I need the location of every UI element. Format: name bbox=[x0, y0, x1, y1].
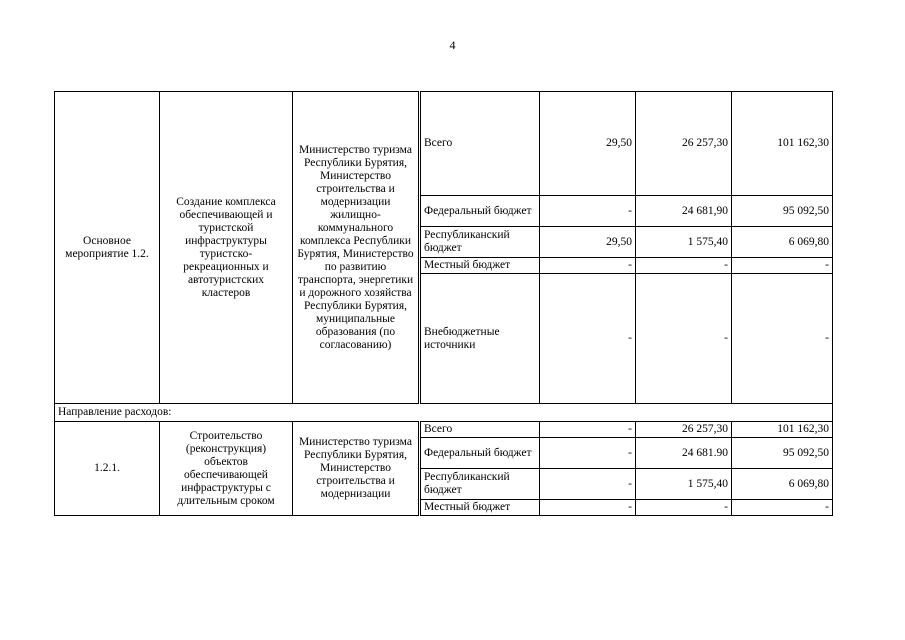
value-cell: - bbox=[636, 274, 732, 404]
funding-source: Федеральный бюджет bbox=[420, 438, 540, 469]
value-cell: 24 681.90 bbox=[636, 438, 732, 469]
value-cell: 6 069,80 bbox=[732, 469, 833, 500]
funding-source: Местный бюджет bbox=[420, 258, 540, 274]
value-cell: 95 092,50 bbox=[732, 438, 833, 469]
value-cell: 26 257,30 bbox=[636, 422, 732, 438]
funding-source: Федеральный бюджет bbox=[420, 196, 540, 227]
budget-table bbox=[54, 91, 833, 516]
value-cell: - bbox=[540, 274, 636, 404]
value-cell: - bbox=[636, 500, 732, 516]
section-header: Направление расходов: bbox=[55, 404, 833, 422]
table-row bbox=[55, 404, 833, 422]
funding-source: Всего bbox=[420, 422, 540, 438]
value-cell: 1 575,40 bbox=[636, 469, 732, 500]
value-cell: 95 092,50 bbox=[732, 196, 833, 227]
value-cell: - bbox=[540, 500, 636, 516]
table-row bbox=[55, 422, 833, 438]
value-cell: - bbox=[540, 469, 636, 500]
subactivity-executors: Министерство туризма Республики Бурятия, Министерство строительства и модернизации bbox=[293, 422, 420, 516]
activity-executors: Министерство туризма Республики Бурятия, Министерство строительства и модернизации жилищно-коммунального комплекса Республики Бурятия, Министерство по развитию транспорта, энергетики и дорожного хозяйства Республики Бурятия, муниципальные образования (по согласованию) bbox=[293, 92, 420, 404]
funding-source: Республиканский бюджет bbox=[420, 227, 540, 258]
funding-source: Внебюджетные источники bbox=[420, 274, 540, 404]
value-cell: 1 575,40 bbox=[636, 227, 732, 258]
value-cell: 24 681,90 bbox=[636, 196, 732, 227]
activity-name: Создание комплекса обеспечивающей и туристской инфраструктуры туристско-рекреационных и автотуристских кластеров bbox=[160, 92, 293, 404]
activity-label: Основное мероприятие 1.2. bbox=[55, 92, 160, 404]
funding-source: Республиканский бюджет bbox=[420, 469, 540, 500]
page-number: 4 bbox=[449, 38, 456, 52]
subactivity-label: 1.2.1. bbox=[55, 422, 160, 516]
funding-source: Местный бюджет bbox=[420, 500, 540, 516]
value-cell: - bbox=[732, 274, 833, 404]
value-cell: - bbox=[540, 196, 636, 227]
subactivity-name: Строительство (реконструкция) объектов обеспечивающей инфраструктуры с длительным сроком bbox=[160, 422, 293, 516]
value-cell: 6 069,80 bbox=[732, 227, 833, 258]
value-cell: 101 162,30 bbox=[732, 92, 833, 196]
value-cell: 101 162,30 bbox=[732, 422, 833, 438]
value-cell: - bbox=[540, 258, 636, 274]
value-cell: - bbox=[540, 422, 636, 438]
value-cell: - bbox=[732, 258, 833, 274]
value-cell: 29,50 bbox=[540, 92, 636, 196]
value-cell: 26 257,30 bbox=[636, 92, 732, 196]
funding-source: Всего bbox=[420, 92, 540, 196]
value-cell: - bbox=[732, 500, 833, 516]
value-cell: - bbox=[540, 438, 636, 469]
value-cell: - bbox=[636, 258, 732, 274]
value-cell: 29,50 bbox=[540, 227, 636, 258]
table-row bbox=[55, 92, 833, 196]
